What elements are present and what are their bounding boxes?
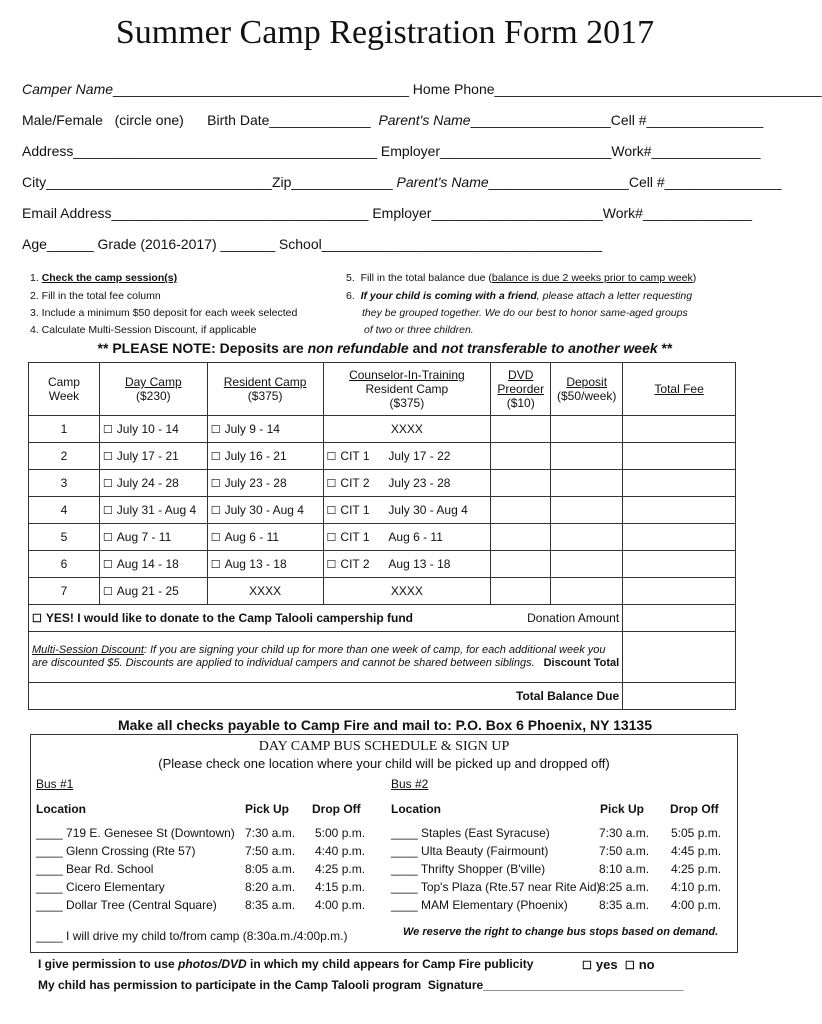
balance-row: [29, 683, 736, 710]
bus-stop-blank[interactable]: ____: [36, 844, 63, 858]
bus-subtitle: (Please check one location where your child will be picked up and dropped off): [158, 756, 610, 771]
cit-checkbox[interactable]: ☐: [326, 559, 337, 571]
cell2-label: Cell #: [628, 174, 665, 190]
bus-stop-location: ____ Thrifty Shopper (B'ville): [391, 862, 546, 876]
cit-checkbox[interactable]: ☐: [326, 532, 337, 544]
day-camp-cell: ☐ Aug 14 - 18: [99, 551, 207, 578]
deposit-cell[interactable]: [551, 524, 623, 551]
day-camp-checkbox[interactable]: ☐: [102, 424, 113, 436]
donate-cell: ☐ YES! I would like to donate to the Camp Talooli campership fund Donation Amount: [29, 605, 623, 632]
bus-stop-location: ____ MAM Elementary (Phoenix): [391, 898, 568, 912]
cit-cell: ☐ CIT 1 Aug 6 - 11: [323, 524, 491, 551]
bus-stop-blank[interactable]: ____: [391, 880, 418, 894]
gender-label[interactable]: Male/Female (circle one): [22, 112, 184, 128]
bus-stop-dropoff: 4:00 p.m.: [315, 898, 366, 912]
day-camp-checkbox[interactable]: ☐: [102, 451, 113, 463]
discount-total-field[interactable]: [623, 632, 736, 683]
work2-field[interactable]: ______________: [642, 205, 752, 221]
dvd-cell[interactable]: [491, 497, 551, 524]
school-label: School: [278, 236, 322, 252]
resident-camp-cell: ☐ Aug 6 - 11: [207, 524, 323, 551]
header-week: Camp Week: [29, 363, 100, 416]
resident-camp-cell: ☐ July 23 - 28: [207, 470, 323, 497]
checks-payable-note: Make all checks payable to Camp Fire and mail to: P.O. Box 6 Phoenix, NY 13135: [117, 717, 653, 733]
row-gender: [22, 112, 763, 128]
donation-amount-label: Donation Amount: [527, 611, 620, 625]
instruction-4: 4. Calculate Multi-Session Discount, if applicable: [30, 324, 257, 336]
cit-cell: ☐ CIT 1 July 17 - 22: [323, 443, 491, 470]
row-age: [22, 236, 602, 252]
total-fee-cell[interactable]: [623, 578, 736, 605]
week-row: [29, 524, 736, 551]
bus-title: DAY CAMP BUS SCHEDULE & SIGN UP: [258, 739, 510, 754]
email-field[interactable]: _________________________________: [111, 205, 369, 221]
day-camp-checkbox[interactable]: ☐: [102, 505, 113, 517]
day-camp-checkbox[interactable]: ☐: [102, 559, 113, 571]
day-camp-cell: ☐ Aug 7 - 11: [99, 524, 207, 551]
bus1-label: Bus #1: [36, 777, 74, 791]
header-day-camp: Day Camp ($230): [99, 363, 207, 416]
day-camp-checkbox[interactable]: ☐: [102, 586, 113, 598]
instruction-3: 3. Include a minimum $50 deposit for each week selected: [30, 307, 298, 319]
bus1-col-location: Location: [36, 802, 86, 816]
zip-label: Zip: [271, 174, 292, 190]
signature-line: My child has permission to participate in the Camp Talooli program Signature______________________________: [38, 978, 684, 992]
yes-checkbox[interactable]: ☐: [582, 960, 592, 972]
week-number: 6: [29, 551, 100, 578]
home-phone-label: Home Phone: [412, 81, 495, 97]
page-title: Summer Camp Registration Form 2017: [115, 14, 655, 51]
bus-stop-dropoff: 5:05 p.m.: [671, 826, 722, 840]
cit-cell: ☐ CIT 2 Aug 13 - 18: [323, 551, 491, 578]
cit-checkbox[interactable]: ☐: [326, 478, 337, 490]
birth-date-field[interactable]: _____________: [269, 112, 371, 128]
dvd-cell[interactable]: [491, 578, 551, 605]
day-camp-checkbox[interactable]: ☐: [102, 478, 113, 490]
bus-stop-dropoff: 4:10 p.m.: [671, 880, 722, 894]
home-phone-field[interactable]: __________________________________________: [494, 81, 822, 97]
bus2-label: Bus #2: [391, 777, 429, 791]
week-number: 2: [29, 443, 100, 470]
zip-field[interactable]: _____________: [291, 174, 393, 190]
discount-cell: Multi-Session Discount: If you are signing your child up for more than one week of camp, for each additional week you are discounted $5. Discounts are applied to individual campers and cannot be shared between siblings. Discount Total: [29, 632, 623, 683]
dvd-cell[interactable]: [491, 443, 551, 470]
week-number: 3: [29, 470, 100, 497]
bus-stop-location: ____ Staples (East Syracuse): [391, 826, 550, 840]
bus-stop-pickup: 7:50 a.m.: [245, 844, 296, 858]
deposit-cell[interactable]: [551, 578, 623, 605]
resident-camp-cell: ☐ July 9 - 14: [207, 416, 323, 443]
total-fee-cell[interactable]: [623, 551, 736, 578]
discount-total-label: Discount Total: [543, 657, 620, 669]
employer2-label: Employer: [372, 205, 432, 221]
dvd-cell[interactable]: [491, 551, 551, 578]
total-fee-cell[interactable]: [623, 497, 736, 524]
day-camp-cell: ☐ July 31 - Aug 4: [99, 497, 207, 524]
cit-cell: XXXX: [323, 416, 491, 443]
table-header: [29, 363, 736, 416]
grade-field[interactable]: _______: [220, 236, 276, 252]
reserve-note: We reserve the right to change bus stops based on demand.: [403, 926, 719, 938]
signature-field[interactable]: ______________________________: [483, 978, 684, 992]
header-dvd: DVD Preorder ($10): [491, 363, 551, 416]
address-field[interactable]: _______________________________________: [73, 143, 378, 159]
grade-label: Grade (2016-2017): [97, 236, 217, 252]
row-camper: [22, 81, 822, 97]
day-camp-cell: ☐ July 24 - 28: [99, 470, 207, 497]
instruction-6: 6. If your child is coming with a friend, please attach a letter requesting: [346, 290, 693, 302]
age-label: Age: [22, 236, 47, 252]
address-label: Address: [22, 143, 74, 159]
bus-stop-dropoff: 4:15 p.m.: [315, 880, 366, 894]
cit-checkbox[interactable]: ☐: [326, 451, 337, 463]
no-checkbox[interactable]: ☐: [624, 960, 635, 972]
bus-stop-dropoff: 5:00 p.m.: [315, 826, 366, 840]
day-camp-cell: ☐ Aug 21 - 25: [99, 578, 207, 605]
bus-schedule-box: [30, 734, 738, 953]
bus-stop-pickup: 8:10 a.m.: [599, 862, 650, 876]
bus-stop-blank[interactable]: ____: [36, 862, 63, 876]
dvd-cell[interactable]: [491, 416, 551, 443]
cit-cell: ☐ CIT 2 July 23 - 28: [323, 470, 491, 497]
deposit-cell[interactable]: [551, 443, 623, 470]
bus-stop-location: ____ Glenn Crossing (Rte 57): [36, 844, 196, 858]
day-camp-cell: ☐ July 17 - 21: [99, 443, 207, 470]
dvd-cell[interactable]: [491, 470, 551, 497]
donate-row: [29, 605, 736, 632]
instruction-1: 1. Check the camp session(s): [30, 272, 178, 284]
resident-camp-checkbox[interactable]: ☐: [210, 532, 221, 544]
day-camp-cell: ☐ July 10 - 14: [99, 416, 207, 443]
bus2-col-dropoff: Drop Off: [670, 802, 719, 816]
total-fee-cell[interactable]: [623, 443, 736, 470]
drive-option: ____ I will drive my child to/from camp (8:30a.m./4:00p.m.): [36, 929, 348, 943]
email-label: Email Address: [22, 205, 112, 221]
drive-option-blank[interactable]: ____: [36, 929, 63, 943]
week-row: [29, 497, 736, 524]
camper-name-label: Camper Name: [22, 81, 114, 97]
bus-stop-location: ____ Dollar Tree (Central Square): [36, 898, 217, 912]
work2-label: Work#: [602, 205, 643, 221]
bus-stop-blank[interactable]: ____: [391, 898, 418, 912]
bus-stop-location: ____ Cicero Elementary: [36, 880, 165, 894]
deposit-cell[interactable]: [551, 551, 623, 578]
week-row: [29, 551, 736, 578]
dvd-cell[interactable]: [491, 524, 551, 551]
bus-stop-location: ____ 719 E. Genesee St (Downtown): [36, 826, 235, 840]
birth-date-label: Birth Date: [207, 112, 270, 128]
cit-cell: ☐ CIT 1 July 30 - Aug 4: [323, 497, 491, 524]
bus-stop-blank[interactable]: ____: [391, 844, 418, 858]
employer-label: Employer: [380, 143, 441, 159]
bus-stop-pickup: 8:35 a.m.: [245, 898, 296, 912]
deposit-note: ** PLEASE NOTE: Deposits are non refundable and not transferable to another week **: [97, 340, 673, 356]
bus-stop-pickup: 8:35 a.m.: [599, 898, 650, 912]
instruction-6-cont: they be grouped together. We do our best to honor same-aged groups: [362, 307, 688, 319]
deposit-cell[interactable]: [551, 470, 623, 497]
cit-checkbox[interactable]: ☐: [326, 505, 337, 517]
total-balance-label: Total Balance Due: [29, 683, 623, 710]
week-number: 5: [29, 524, 100, 551]
resident-camp-cell: ☐ July 16 - 21: [207, 443, 323, 470]
bus-stop-pickup: 7:50 a.m.: [599, 844, 650, 858]
work-field[interactable]: ______________: [651, 143, 761, 159]
camp-session-table: [28, 362, 736, 710]
bus-stop-pickup: 8:20 a.m.: [245, 880, 296, 894]
header-total-fee: Total Fee: [623, 363, 736, 416]
resident-camp-checkbox[interactable]: ☐: [210, 424, 221, 436]
deposit-cell[interactable]: [551, 497, 623, 524]
employer2-field[interactable]: ______________________: [431, 205, 603, 221]
donation-amount-field[interactable]: [623, 605, 736, 632]
city-field[interactable]: _____________________________: [46, 174, 272, 190]
resident-camp-cell: ☐ July 30 - Aug 4: [207, 497, 323, 524]
total-fee-cell[interactable]: [623, 470, 736, 497]
bus-stop-blank[interactable]: ____: [391, 826, 418, 840]
row-address: [22, 143, 761, 159]
bus2-col-location: Location: [391, 802, 441, 816]
bus-stop-dropoff: 4:40 p.m.: [315, 844, 366, 858]
week-row: [29, 443, 736, 470]
bus-stop-dropoff: 4:25 p.m.: [315, 862, 366, 876]
bus-stop-blank[interactable]: ____: [36, 826, 63, 840]
parent-name-field[interactable]: __________________: [470, 112, 611, 128]
resident-camp-cell: XXXX: [207, 578, 323, 605]
total-balance-field[interactable]: [623, 683, 736, 710]
cell2-field[interactable]: _______________: [664, 174, 782, 190]
permission-line: I give permission to use photos/DVD in which my child appears for Camp Fire publicity: [38, 957, 534, 971]
permission-options: ☐ yes ☐ no: [582, 957, 655, 972]
city-label: City: [22, 174, 47, 190]
age-field[interactable]: ______: [46, 236, 94, 252]
bus1-col-pickup: Pick Up: [245, 802, 290, 816]
resident-camp-checkbox[interactable]: ☐: [210, 559, 221, 571]
week-row: [29, 416, 736, 443]
bus-stop-dropoff: 4:25 p.m.: [671, 862, 722, 876]
bus-stop-blank[interactable]: ____: [36, 898, 63, 912]
bus-stop-pickup: 8:25 a.m.: [599, 880, 650, 894]
header-resident-camp: Resident Camp ($375): [207, 363, 323, 416]
week-number: 4: [29, 497, 100, 524]
cell-label: Cell #: [610, 112, 647, 128]
parent2-name-label: Parent's Name: [396, 174, 489, 190]
bus-stop-pickup: 7:30 a.m.: [245, 826, 296, 840]
bus-stop-pickup: 8:05 a.m.: [245, 862, 296, 876]
total-fee-cell[interactable]: [623, 524, 736, 551]
bus-stop-blank[interactable]: ____: [391, 862, 418, 876]
bus2-col-pickup: Pick Up: [600, 802, 645, 816]
header-deposit: Deposit ($50/week): [551, 363, 623, 416]
resident-camp-cell: ☐ Aug 13 - 18: [207, 551, 323, 578]
camper-name-field[interactable]: ______________________________________: [113, 81, 409, 97]
bus-stop-location: ____ Bear Rd. School: [36, 862, 154, 876]
bus-stop-dropoff: 4:45 p.m.: [671, 844, 722, 858]
day-camp-checkbox[interactable]: ☐: [102, 532, 113, 544]
week-number: 1: [29, 416, 100, 443]
donate-checkbox[interactable]: ☐: [32, 613, 42, 625]
week-row: [29, 470, 736, 497]
instruction-5: 5. Fill in the total balance due (balance is due 2 weeks prior to camp week): [346, 272, 697, 284]
week-row: [29, 578, 736, 605]
parent2-name-field[interactable]: __________________: [488, 174, 629, 190]
work-label: Work#: [611, 143, 652, 159]
total-fee-cell[interactable]: [623, 416, 736, 443]
deposit-cell[interactable]: [551, 416, 623, 443]
cell-field[interactable]: _______________: [646, 112, 764, 128]
school-field[interactable]: ____________________________________: [321, 236, 603, 252]
discount-row: [29, 632, 736, 683]
resident-camp-checkbox[interactable]: ☐: [210, 478, 221, 490]
bus-stop-dropoff: 4:00 p.m.: [671, 898, 722, 912]
bus-stop-location: ____ Ulta Beauty (Fairmount): [391, 844, 549, 858]
row-email: [22, 205, 752, 221]
instruction-6-end: of two or three children.: [364, 324, 474, 336]
employer-field[interactable]: ______________________: [440, 143, 612, 159]
parent-name-label: Parent's Name: [378, 112, 471, 128]
resident-camp-checkbox[interactable]: ☐: [210, 451, 221, 463]
bus-stop-pickup: 7:30 a.m.: [599, 826, 650, 840]
resident-camp-checkbox[interactable]: ☐: [210, 505, 221, 517]
bus-stop-blank[interactable]: ____: [36, 880, 63, 894]
header-cit: Counselor-In-Training Resident Camp ($375): [323, 363, 491, 416]
bus1-col-dropoff: Drop Off: [312, 802, 361, 816]
cit-cell: XXXX: [323, 578, 491, 605]
instruction-2: 2. Fill in the total fee column: [30, 290, 161, 302]
week-number: 7: [29, 578, 100, 605]
bus-stop-location: ____ Top's Plaza (Rte.57 near Rite Aid): [391, 880, 601, 894]
row-city: [22, 174, 781, 190]
